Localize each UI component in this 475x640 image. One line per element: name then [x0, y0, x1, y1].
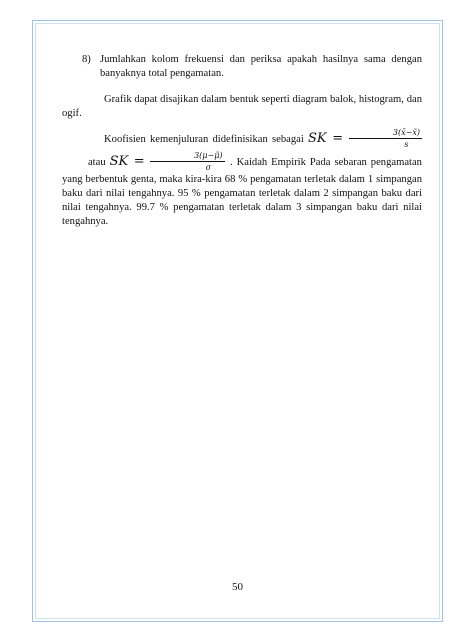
formula-2-denominator: σ: [205, 163, 212, 172]
list-item-text: Jumlahkan kolom frekuensi dan periksa apakah hasilnya sama dengan banyaknya total pengamatan.: [100, 54, 422, 79]
page-number: 50: [232, 581, 243, 593]
formula-2-fraction: [150, 150, 224, 173]
connector-text: atau: [87, 157, 106, 168]
formula-2-numerator: 3(μ−μ̃): [150, 150, 224, 162]
formula-1-lhs: SK =: [307, 131, 344, 146]
formula-2-lhs: SK =: [109, 154, 145, 169]
list-item-number: 8): [82, 54, 91, 65]
formula-1-fraction: [349, 127, 422, 150]
formula-1-numerator: 3(x̄−x̃): [349, 127, 422, 139]
page-content: [62, 53, 422, 229]
formula-1-denominator: s: [404, 140, 409, 149]
paragraph-graphs: Grafik dapat disajikan dalam bentuk seperti diagram balok, histogram, dan ogif.: [62, 94, 422, 119]
formula-2: [109, 151, 230, 172]
paragraph-skewness: [62, 127, 422, 229]
skewness-lead-text: Koofisien kemenjuluran didefinisikan sebagai: [104, 134, 304, 145]
formula-1: [307, 128, 422, 149]
list-item-8: [62, 53, 422, 81]
empirical-rule-text: . Kaidah Empirik Pada sebaran pengamatan yang berbentuk genta, maka kira-kira 68 % pengamatan terletak dalam 1 simpangan baku dari nilai tengahnya. 95 % pengamatan terletak dalam 2 simpangan baku dari nilai tengahnya. 99.7 % pengamatan terletak dalam 3 simpangan baku dari nilai tengahnya.: [62, 157, 422, 227]
